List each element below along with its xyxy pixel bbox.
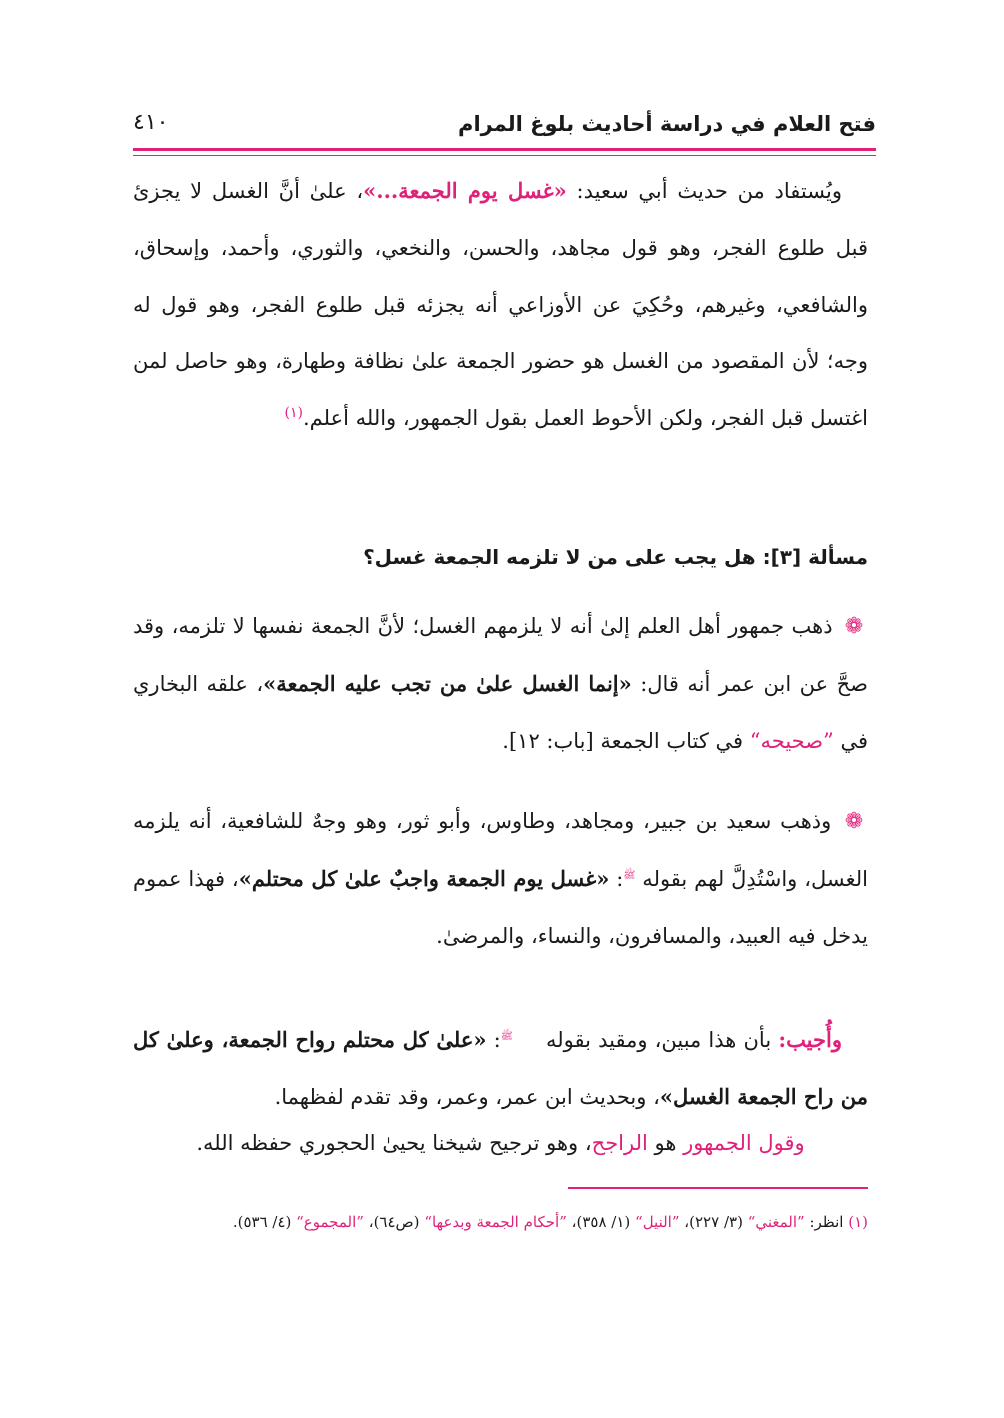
paragraph-3 <box>133 793 868 964</box>
paragraph-2 <box>133 598 868 769</box>
footnote-ref-ahkam: ”أحكام الجمعة وبدعها“ <box>424 1213 567 1231</box>
page-number: ٤١٠ <box>133 110 169 135</box>
paragraph-2-text-c: في كتاب الجمعة [باب: ١٢]. <box>502 728 750 753</box>
paragraph-3-text-a: وذهب سعيد بن جبير، ومجاهد، وطاوس، وأبو ثور، وهو وجهٌ للشافعية، أنه يلزمه الغسل، واسْتُدِلَّ لهم بقوله <box>133 809 868 891</box>
running-header <box>133 108 876 144</box>
footnote-text-b: (٣/ ٢٢٧)، <box>679 1213 748 1231</box>
paragraph-2-text-b: ، علقه البخاري في <box>133 671 868 753</box>
paragraph-5-text-b: ، وهو ترجيح شيخنا يحيىٰ الحجوري حفظه الله. <box>196 1131 592 1155</box>
footnote-text-d: (ص٦٤)، <box>363 1213 425 1231</box>
header-rule-thin <box>133 155 876 156</box>
paragraph-1-text-a: ويُستفاد من حديث أبي سعيد: <box>566 179 842 203</box>
hadith-quote-3: «علىٰ كل محتلم رواح الجمعة، وعلىٰ كل من راح الجمعة الغسل» <box>133 1027 868 1109</box>
footnote-text-c: (١/ ٣٥٨)، <box>566 1213 636 1231</box>
flower-ornament-icon: ❁ <box>844 614 864 639</box>
hadith-quote-2: «غسل يوم الجمعة واجبٌ علىٰ كل محتلم» <box>238 865 610 891</box>
paragraph-4-text-a: بأن هذا مبين، ومقيد بقوله <box>538 1028 779 1052</box>
answer-label: وأُجيب: <box>778 1027 842 1052</box>
paragraph-1 <box>133 163 868 447</box>
preferred-label: الراجح <box>591 1131 648 1155</box>
salawat-icon: ﷺ <box>623 869 636 881</box>
footnote-ref-majmu: ”المجموع“ <box>296 1213 364 1231</box>
paragraph-2-text-a: ذهب جمهور أهل العلم إلىٰ أنه لا يلزمهم الغسل؛ لأنَّ الجمعة نفسها لا تلزمه، وقد صحَّ عن ابن عمر أنه قال: <box>133 614 868 696</box>
salawat-icon: ﷺ <box>500 1031 513 1042</box>
footnote-number: (١) <box>848 1213 868 1231</box>
paragraph-4-text-c: ، وبحديث ابن عمر، وعمر، وقد تقدم لفظهما. <box>274 1084 660 1109</box>
hadith-quote-1: «غسل يوم الجمعة...» <box>363 178 567 203</box>
footnote-text-a: انظر: <box>804 1213 849 1231</box>
paragraph-1-text-b: ، علىٰ أنَّ الغسل لا يجزئ قبل طلوع الفجر، وهو قول مجاهد، والحسن، والنخعي، والثوري، وأحمد، وإسحاق، والشافعي، وغيرهم، وحُكِيَ عن الأوزاعي أنه يجزئه قبل طلوع الفجر، وهو قول له وجه؛ لأن المقصود من الغسل هو حضور الجمعة علىٰ نظافة وطهارة، وهو حاصل لمن اغتسل قبل الفجر، ولكن الأحوط العمل بقول الجمهور، والله أعلم. <box>133 179 868 431</box>
footnote-separator <box>568 1187 868 1189</box>
athar-quote: «إنما الغسل علىٰ من تجب عليه الجمعة» <box>263 670 632 696</box>
paragraph-5 <box>133 1115 868 1172</box>
footnote <box>133 1204 868 1240</box>
masala-question: هل يجب على من لا تلزمه الجمعة غسل؟ <box>363 545 763 569</box>
flower-ornament-icon: ❁ <box>844 809 864 834</box>
header-title: فتح العلام في دراسة أحاديث بلوغ المرام <box>458 112 876 136</box>
book-title-sahih: ”صحيحه“ <box>749 728 834 753</box>
paragraph-3-text-c: ، فهذا عموم يدخل فيه العبيد، والمسافرون، والنساء، والمرضىٰ. <box>133 866 868 948</box>
footnote-ref-mughni: ”المغني“ <box>747 1213 805 1231</box>
footnote-ref-nayl: ”النيل“ <box>635 1213 680 1231</box>
paragraph-3-text-b: : <box>609 866 624 891</box>
paragraph-5-text-a: هو <box>647 1131 684 1155</box>
paragraph-4 <box>133 1012 868 1126</box>
paragraph-4-text-b: : <box>486 1028 501 1052</box>
header-rule-thick <box>133 148 876 151</box>
masala-label: مسألة [٣]: <box>762 545 868 569</box>
footnote-text-e: (٤/ ٥٣٦). <box>232 1213 297 1231</box>
masala-heading <box>133 545 868 569</box>
majority-view-label: وقول الجمهور <box>683 1131 805 1155</box>
footnote-reference[interactable]: (١) <box>284 405 303 422</box>
